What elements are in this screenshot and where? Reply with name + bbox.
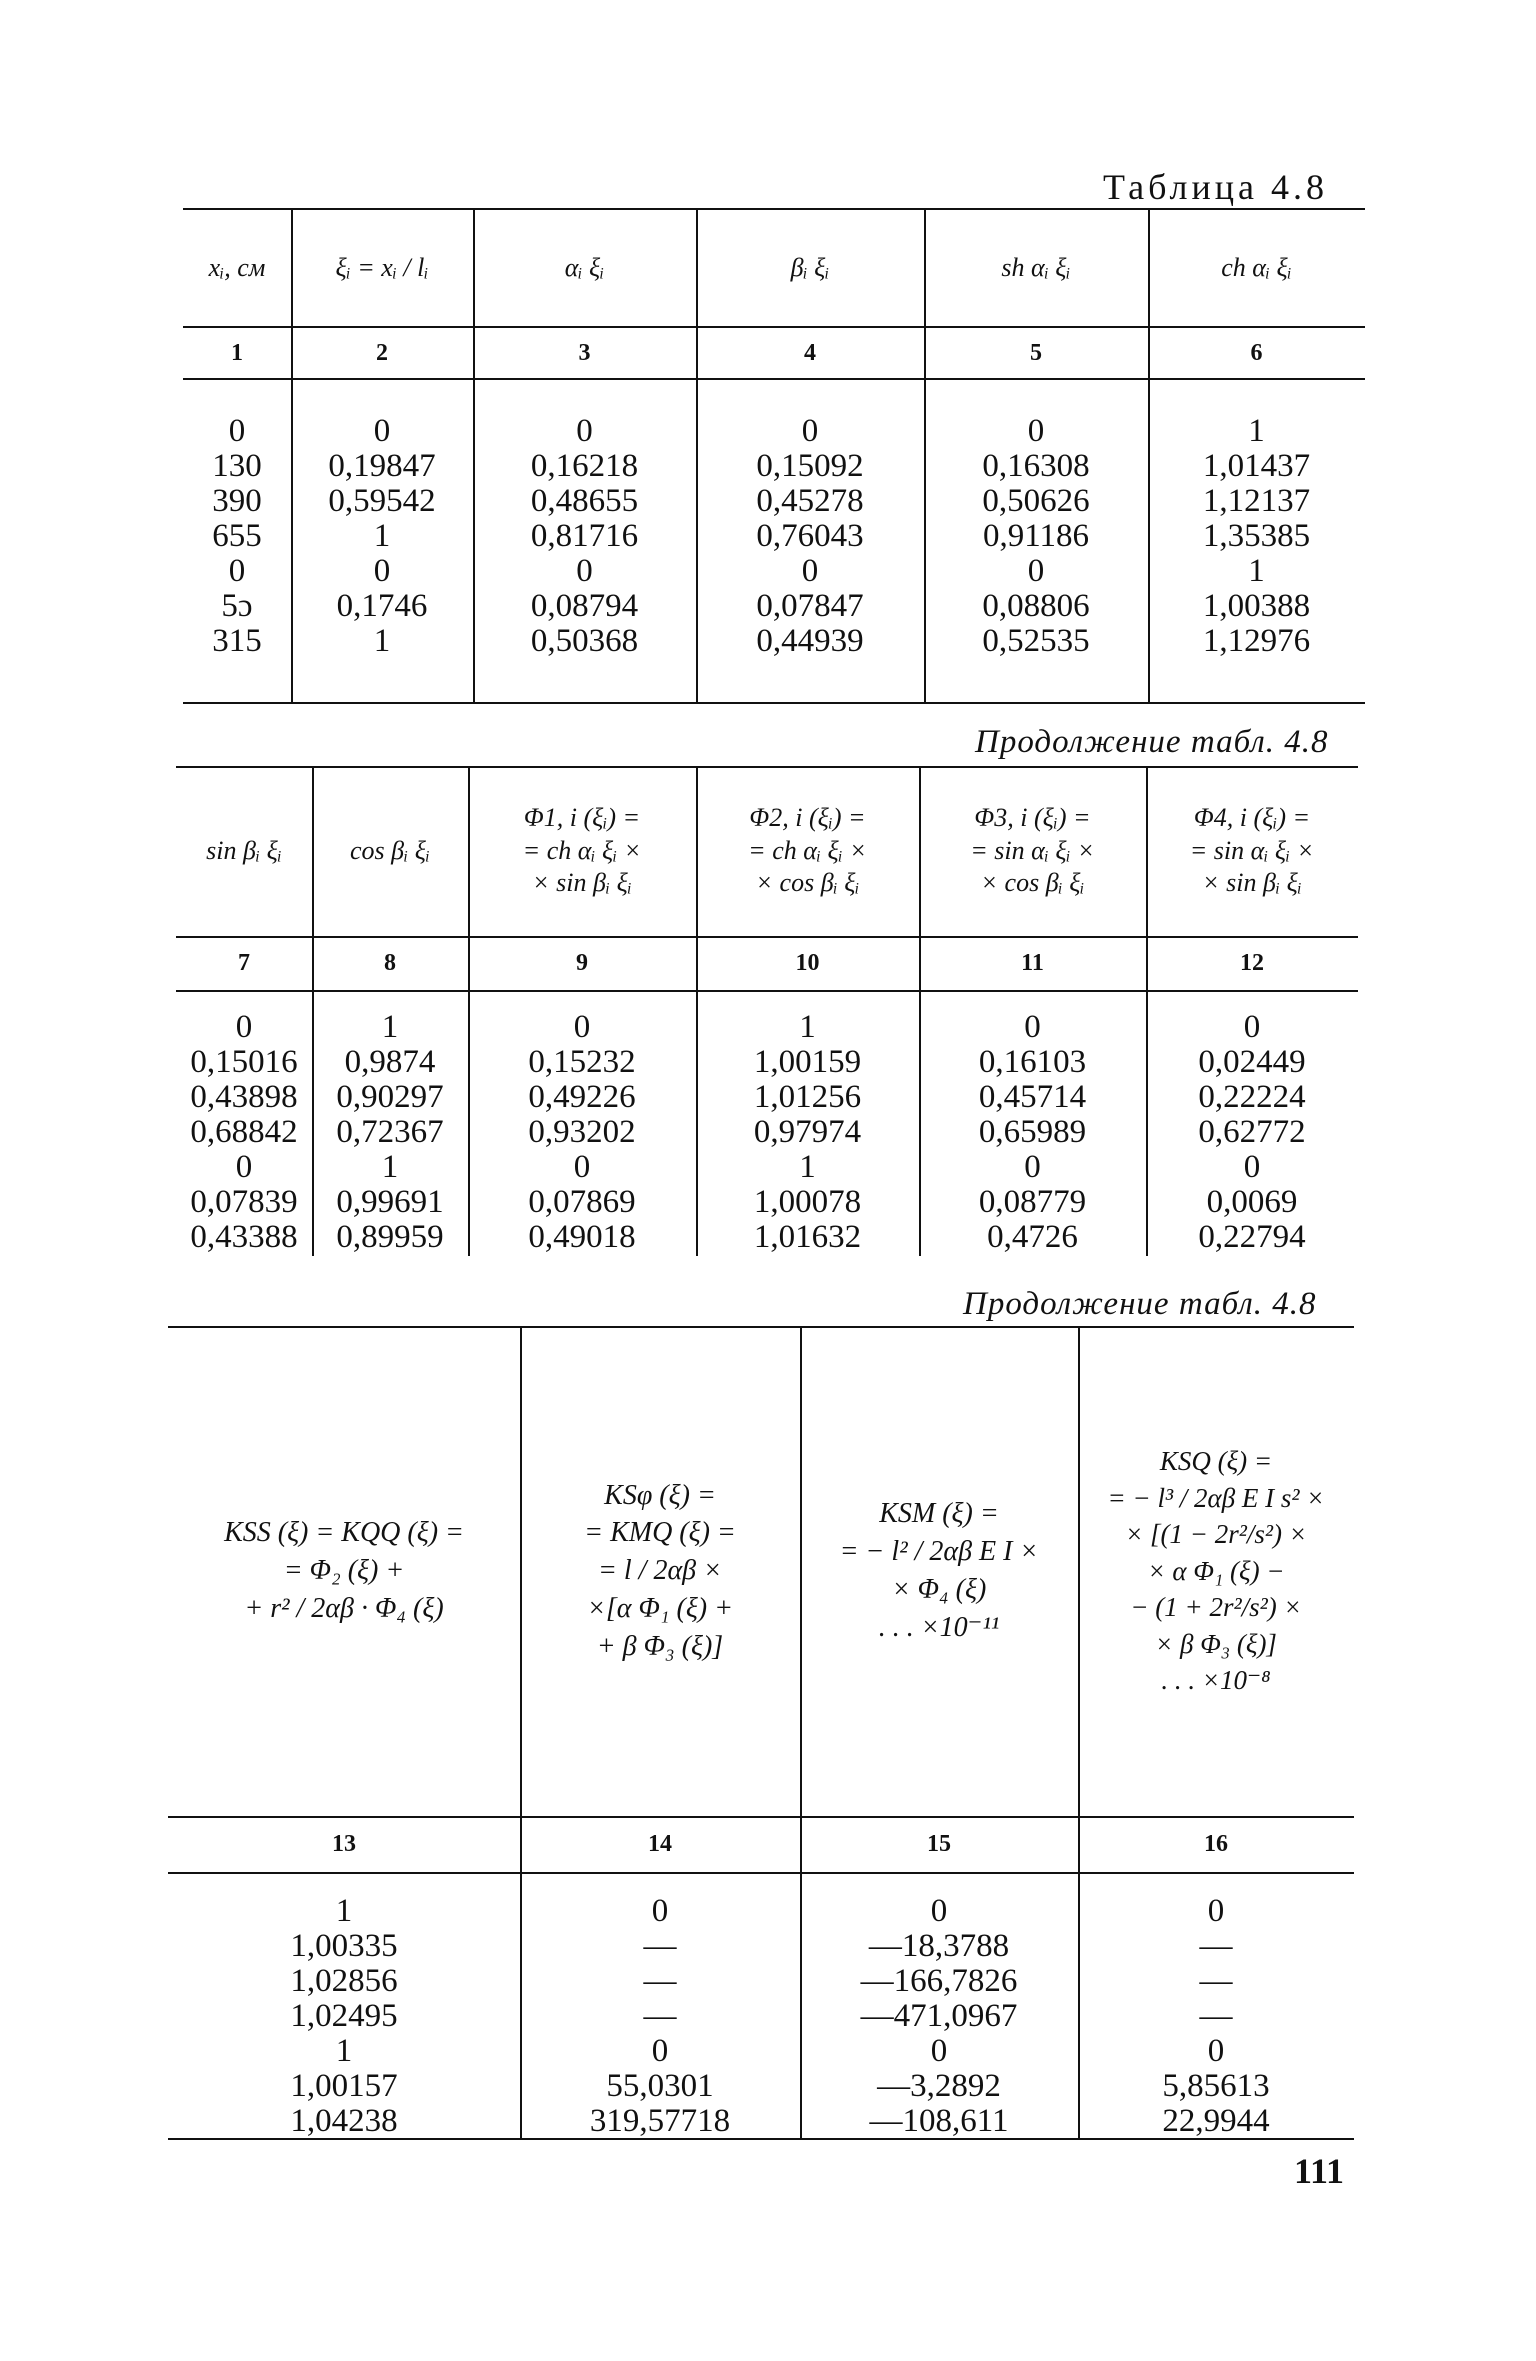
col-header-phi3: Φ3, i (ξᵢ) = = sin αᵢ ξᵢ × × cos βᵢ ξᵢ [970,803,1095,898]
col-header-ch: ch αᵢ ξᵢ [1221,252,1292,282]
table-cell: 0,16218 [530,448,639,484]
table-cell: 1,00157 [290,2068,398,2104]
data-column [919,1010,1146,1255]
col-number: 12 [1240,950,1264,976]
table-cell: 1,00078 [753,1184,862,1220]
table-cell: 0 [576,413,593,449]
table-cell: — [1199,1998,1233,2034]
col-header-cos-beta: cos βᵢ ξᵢ [350,835,430,865]
table-cell: 0,07847 [756,588,864,624]
table-cell: 0 [228,413,246,449]
table-cell: 319,57718 [589,2103,731,2139]
table-cell: 0,08794 [530,588,639,624]
table-cell: 0 [228,553,246,589]
col-header-alpha-xi: αᵢ ξᵢ [564,252,605,282]
col-header-phi2: Φ2, i (ξᵢ) = = ch αᵢ ξᵢ × × cos βᵢ ξᵢ [748,803,867,898]
table-cell: 0,50626 [982,483,1090,519]
table-cell: 0 [930,1893,948,1929]
col-number: 10 [795,950,820,976]
col-number: 3 [578,340,591,366]
table-cell: 0 [1243,1149,1261,1185]
table-cell: 1,02495 [290,1998,398,2034]
table-cell: 0 [651,1893,669,1929]
table-cell: 0,50368 [530,623,639,659]
table-cell: 0 [235,1149,253,1185]
data-column [291,414,473,659]
col-number: 13 [332,1831,356,1857]
col-header-phi1: Φ1, i (ξᵢ) = = ch αᵢ ξᵢ × × sin βᵢ ξᵢ [522,803,642,898]
data-column [468,1010,696,1255]
table-cell: 0,08806 [982,588,1090,624]
table-cell: 0,59542 [328,483,436,519]
table-cell: 1 [799,1009,816,1045]
table-cell: 0 [1243,1009,1261,1045]
col-header-beta-xi: βᵢ ξᵢ [790,252,830,282]
table-cell: 0,0069 [1206,1184,1298,1220]
table-cell: 0 [235,1009,253,1045]
table-cell: 1,35385 [1202,518,1311,554]
table-cell: 0 [1024,1149,1041,1185]
table-cell: 0,15016 [190,1044,298,1080]
table-cell: 1 [373,623,391,659]
table-cell: 0,81716 [530,518,639,554]
continuation-label-2: Продолжение табл. 4.8 [963,1286,1317,1322]
table-cell: 655 [212,518,262,554]
col-header-xi: ξᵢ = xᵢ / lᵢ [335,252,429,282]
table-cell: 0,4726 [987,1219,1078,1255]
data-column [1146,1010,1358,1255]
table-cell: 0,19847 [328,448,436,484]
table-cell: — [643,1998,677,2034]
table-cell: 0,76043 [756,518,864,554]
col-number: 2 [376,340,388,366]
table-cell: 0,15092 [756,448,864,484]
table-cell: 390 [212,483,262,519]
table-cell: 0,49018 [528,1219,636,1255]
data-column [473,414,696,659]
table-cell: 5,85613 [1162,2068,1270,2104]
col-header-ksphi: KSφ (ξ) = = KMQ (ξ) = = l / 2αβ × ×[α Φ₁ (ξ) + + β Φ₃ (ξ)] [584,1479,736,1662]
table-part-1 [183,208,1365,710]
table-cell: —108,611 [869,2103,1009,2139]
data-column [183,414,291,659]
table-cell: 1 [381,1009,399,1045]
table-cell: 22,9944 [1162,2103,1270,2139]
col-header-x: xᵢ, см [208,252,266,282]
data-column [176,1010,312,1255]
table-cell: 0 [651,2033,669,2069]
table-cell: 1 [1248,553,1265,589]
table-cell: —18,3788 [868,1928,1010,1964]
col-header-sh: sh αᵢ ξᵢ [1001,252,1071,282]
col-number: 6 [1250,340,1263,366]
table-cell: 1 [799,1149,816,1185]
table-cell: 0,99691 [336,1184,444,1220]
table-part-3 [168,1326,1354,2142]
page-number: 111 [1294,2151,1345,2191]
table-cell: 1,01437 [1202,448,1311,484]
table-cell: 0 [373,413,391,449]
table-cell: 0,22794 [1198,1219,1306,1255]
table-cell: 1,12137 [1202,483,1311,519]
table-cell: — [1199,1928,1233,1964]
data-column [1148,414,1365,659]
table-cell: 0,15232 [528,1044,636,1080]
table-cell: 0,43898 [190,1079,298,1115]
table-cell: 0,48655 [530,483,639,519]
table-cell: 1,12976 [1202,623,1311,659]
table-cell: 0,93202 [528,1114,636,1150]
col-number: 9 [576,950,588,976]
table-cell: 0 [373,553,391,589]
col-header-ksq: KSQ (ξ) = = − l³ / 2αβ E I s² × × [(1 − 2r²/s²) × × α Φ₁ (ξ) − − (1 + 2r²/s²) × × β Φ₃ (ξ)] . . . ×10⁻⁸ [1107,1446,1325,1696]
table-cell: 1 [381,1149,399,1185]
table-cell: —471,0967 [860,1998,1018,2034]
table-cell: 0,16103 [978,1044,1087,1080]
col-header-sin-beta: sin βᵢ ξᵢ [206,835,282,865]
table-cell: 0 [1027,553,1045,589]
table-cell: 1,04238 [290,2103,398,2139]
table-cell: 0 [573,1009,591,1045]
table-cell: 0,9874 [344,1044,436,1080]
col-number: 1 [231,340,243,366]
table-cell: 0 [801,553,819,589]
table-cell: 0,1746 [336,588,428,624]
table-cell: 0,07869 [528,1184,636,1220]
table-cell: 0,22224 [1198,1079,1306,1115]
continuation-label-1: Продолжение табл. 4.8 [975,724,1329,760]
table-part-2 [176,766,1358,1260]
table-cell: 1,01632 [753,1219,862,1255]
table-cell: 0,07839 [190,1184,298,1220]
table-cell: 0 [930,2033,948,2069]
col-number: 16 [1204,1831,1228,1857]
col-number: 7 [238,950,250,976]
table-cell: 0,72367 [336,1114,444,1150]
data-column [312,1010,468,1255]
table-cell: — [643,1928,677,1964]
table-cell: — [1199,1963,1233,1999]
table-cell: 130 [212,448,262,484]
table-cell: 1,02856 [290,1963,398,1999]
table-cell: 0,89959 [336,1219,444,1255]
table-cell: 0 [573,1149,591,1185]
table-cell: 0,44939 [756,623,864,659]
table-cell: 0 [1207,1893,1225,1929]
table-cell: 0,45278 [756,483,864,519]
table-cell: 1,00388 [1202,588,1311,624]
data-column [696,414,924,659]
table-cell: 315 [212,623,262,659]
table-cell: 0,16308 [982,448,1090,484]
col-number: 5 [1030,340,1042,366]
table-cell: 0,90297 [336,1079,444,1115]
col-number: 4 [804,340,816,366]
data-column [520,1894,800,2139]
table-cell: 0,08779 [978,1184,1087,1220]
table-cell: 0 [1024,1009,1041,1045]
col-header-ksm: KSM (ξ) = = − l² / 2αβ E I × × Φ₄ (ξ) . . . ×10⁻¹¹ [839,1498,1039,1643]
table-cell: 1 [1248,413,1265,449]
table-cell: —166,7826 [860,1963,1018,1999]
table-cell: 0,65989 [978,1114,1087,1150]
table-cell: 55,0301 [606,2068,714,2104]
table-cell: 0,45714 [978,1079,1087,1115]
table-cell: 1,00335 [290,1928,398,1964]
data-column [1078,1894,1354,2139]
table-caption: Таблица 4.8 [1103,167,1328,207]
col-number: 11 [1021,950,1044,976]
data-column [168,1894,520,2139]
table-cell: 0 [576,553,593,589]
data-column [924,414,1148,659]
table-cell: 0,68842 [190,1114,298,1150]
table-cell: 0,43388 [190,1219,298,1255]
table-cell: 0,97974 [753,1114,862,1150]
table-cell: 0,49226 [528,1079,636,1115]
table-cell: 1 [335,1893,353,1929]
col-header-kss: KSS (ξ) = KQQ (ξ) = = Φ₂ (ξ) + + r² / 2αβ · Φ₄ (ξ) [224,1517,464,1624]
table-cell: 0 [801,413,819,449]
table-cell: 0,52535 [982,623,1090,659]
col-header-phi4: Φ4, i (ξᵢ) = = sin αᵢ ξᵢ × × sin βᵢ ξᵢ [1189,803,1315,898]
table-cell: 0,91186 [982,518,1090,554]
table-cell: — [643,1963,677,1999]
table-cell: 1 [335,2033,353,2069]
table-cell: 0 [1207,2033,1225,2069]
col-number: 15 [927,1831,951,1857]
table-cell: 0 [1027,413,1045,449]
table-cell: 1 [373,518,391,554]
data-column [800,1894,1078,2139]
table-cell: 5ɔ [221,588,253,624]
table-cell: 1,00159 [753,1044,862,1080]
col-number: 14 [648,1831,672,1857]
table-cell: 1,01256 [753,1079,862,1115]
col-number: 8 [384,950,396,976]
table-cell: —3,2892 [877,2068,1001,2104]
data-column [696,1010,919,1255]
table-cell: 0,02449 [1198,1044,1306,1080]
table-cell: 0,62772 [1198,1114,1306,1150]
